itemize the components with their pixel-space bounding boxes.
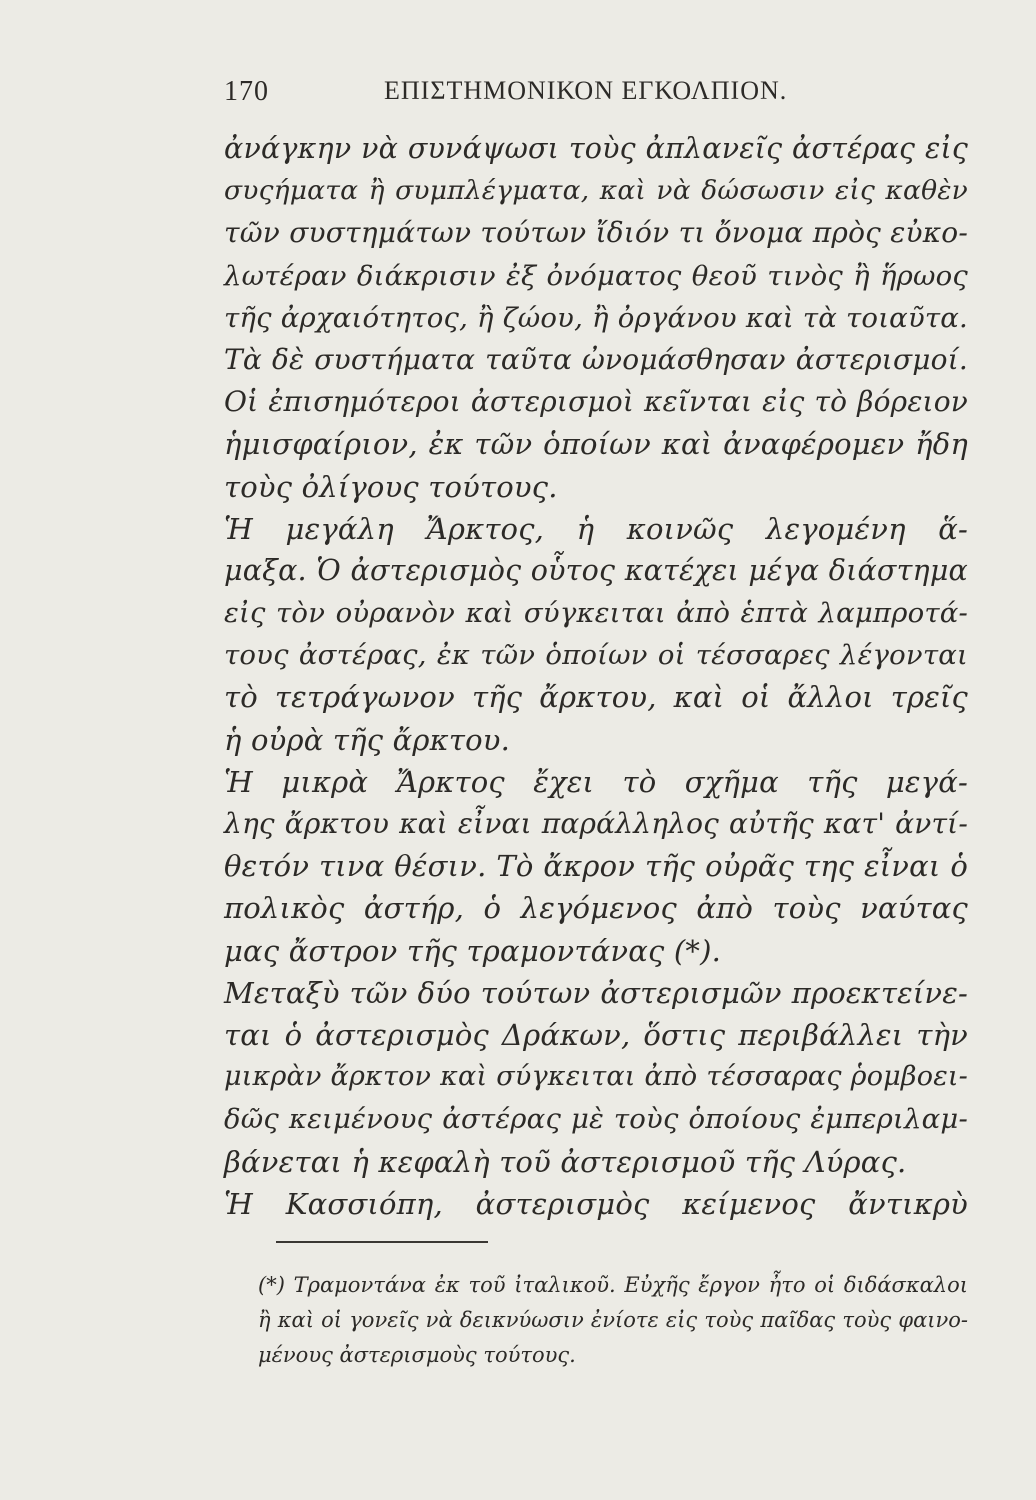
- text-line: Μεταξὺ τῶν δύο τούτων ἀστερισμῶν προεκτείνε-: [224, 975, 968, 1010]
- footnote-line: ἢ καὶ οἱ γονεῖς νὰ δεικνύωσιν ἐνίοτε εἰς τοὺς παῖδας τοὺς φαινο-: [258, 1308, 968, 1332]
- text-line: τὸ τετράγωνον τῆς ἄρκτου, καὶ οἱ ἄλλοι τρεῖς: [224, 680, 968, 715]
- footnote-line: μένους ἀστερισμοὺς τούτους.: [258, 1343, 576, 1367]
- running-title: ΕΠΙΣΤΗΜΟΝΙΚΟΝ ΕΓΚΟΛΠΙΟΝ.: [384, 76, 788, 105]
- footnote-divider: [276, 1241, 488, 1243]
- text-line: τῶν συστημάτων τούτων ἴδιόν τι ὄνομα πρὸς εὐκο-: [224, 216, 968, 250]
- text-line: συςήματα ἢ συμπλέγματα, καὶ νὰ δώσωσιν εἰς καθὲν: [224, 175, 968, 207]
- text-line: τοὺς ὀλίγους τούτους.: [224, 469, 558, 504]
- text-line: θετόν τινα θέσιν. Τὸ ἄκρον τῆς οὐρᾶς της εἶναι ὁ: [224, 849, 968, 884]
- text-line: ται ὁ ἀστερισμὸς Δράκων, ὅστις περιβάλλει τὴν: [224, 1017, 968, 1052]
- page-number: 170: [224, 76, 269, 107]
- text-line: τῆς ἀρχαιότητος, ἢ ζώου, ἢ ὀργάνου καὶ τὰ τοιαῦτα.: [224, 301, 968, 334]
- text-line: Ἡ μεγάλη Ἄρκτος, ἡ κοινῶς λεγομένη ἅ-: [224, 511, 968, 546]
- footnote-line: (*) Τραμοντάνα ἐκ τοῦ ἰταλικοῦ. Εὐχῆς ἔργον ἦτο οἱ διδάσκαλοι: [258, 1273, 968, 1297]
- text-line: Τὰ δὲ συστήματα ταῦτα ὠνομάσθησαν ἀστερισμοί.: [224, 342, 968, 376]
- text-line: τους ἀστέρας, ἐκ τῶν ὁποίων οἱ τέσσαρες λέγονται: [224, 639, 968, 672]
- text-line: Ἡ Κασσιόπη, ἀστερισμὸς κείμενος ἄντικρὺ: [224, 1186, 968, 1221]
- text-line: Ἡ μικρὰ Ἄρκτος ἔχει τὸ σχῆμα τῆς μεγά-: [224, 764, 968, 799]
- text-line: μικρὰν ἄρκτον καὶ σύγκειται ἀπὸ τέσσαρας ῥομβοει-: [224, 1061, 968, 1093]
- text-line: πολικὸς ἀστήρ, ὁ λεγόμενος ἀπὸ τοὺς ναύτας: [224, 891, 968, 926]
- text-line: ἀνάγκην νὰ συνάψωσι τοὺς ἀπλανεῖς ἀστέρας εἰς: [224, 132, 968, 165]
- body-text: [224, 128, 968, 1225]
- page-header: [224, 76, 964, 116]
- text-line: Οἱ ἐπισημότεροι ἀστερισμοὶ κεῖνται εἰς τὸ βόρειον: [224, 385, 968, 419]
- text-line: μαξα. Ὁ ἀστερισμὸς οὗτος κατέχει μέγα διάστημα: [224, 553, 968, 587]
- text-line: ἡμισφαίριον, ἐκ τῶν ὁποίων καὶ ἀναφέρομεν ἤδη: [224, 427, 968, 462]
- text-line: μας ἄστρον τῆς τραμοντάνας (*).: [224, 933, 722, 968]
- text-line: ἡ οὐρὰ τῆς ἄρκτου.: [224, 722, 511, 757]
- footnote: [258, 1268, 968, 1373]
- text-line: εἰς τὸν οὐρανὸν καὶ σύγκειται ἀπὸ ἑπτὰ λαμπροτά-: [224, 597, 968, 630]
- text-line: λης ἄρκτου καὶ εἶναι παράλληλος αὐτῆς κατ' ἀντί-: [224, 807, 968, 840]
- text-line: δῶς κειμένους ἀστέρας μὲ τοὺς ὁποίους ἐμπεριλαμ-: [224, 1103, 968, 1136]
- text-line: βάνεται ἡ κεφαλὴ τοῦ ἀστερισμοῦ τῆς Λύρας.: [224, 1144, 907, 1179]
- text-line: λωτέραν διάκρισιν ἐξ ὀνόματος θεοῦ τινὸς ἢ ἥρωος: [224, 259, 968, 292]
